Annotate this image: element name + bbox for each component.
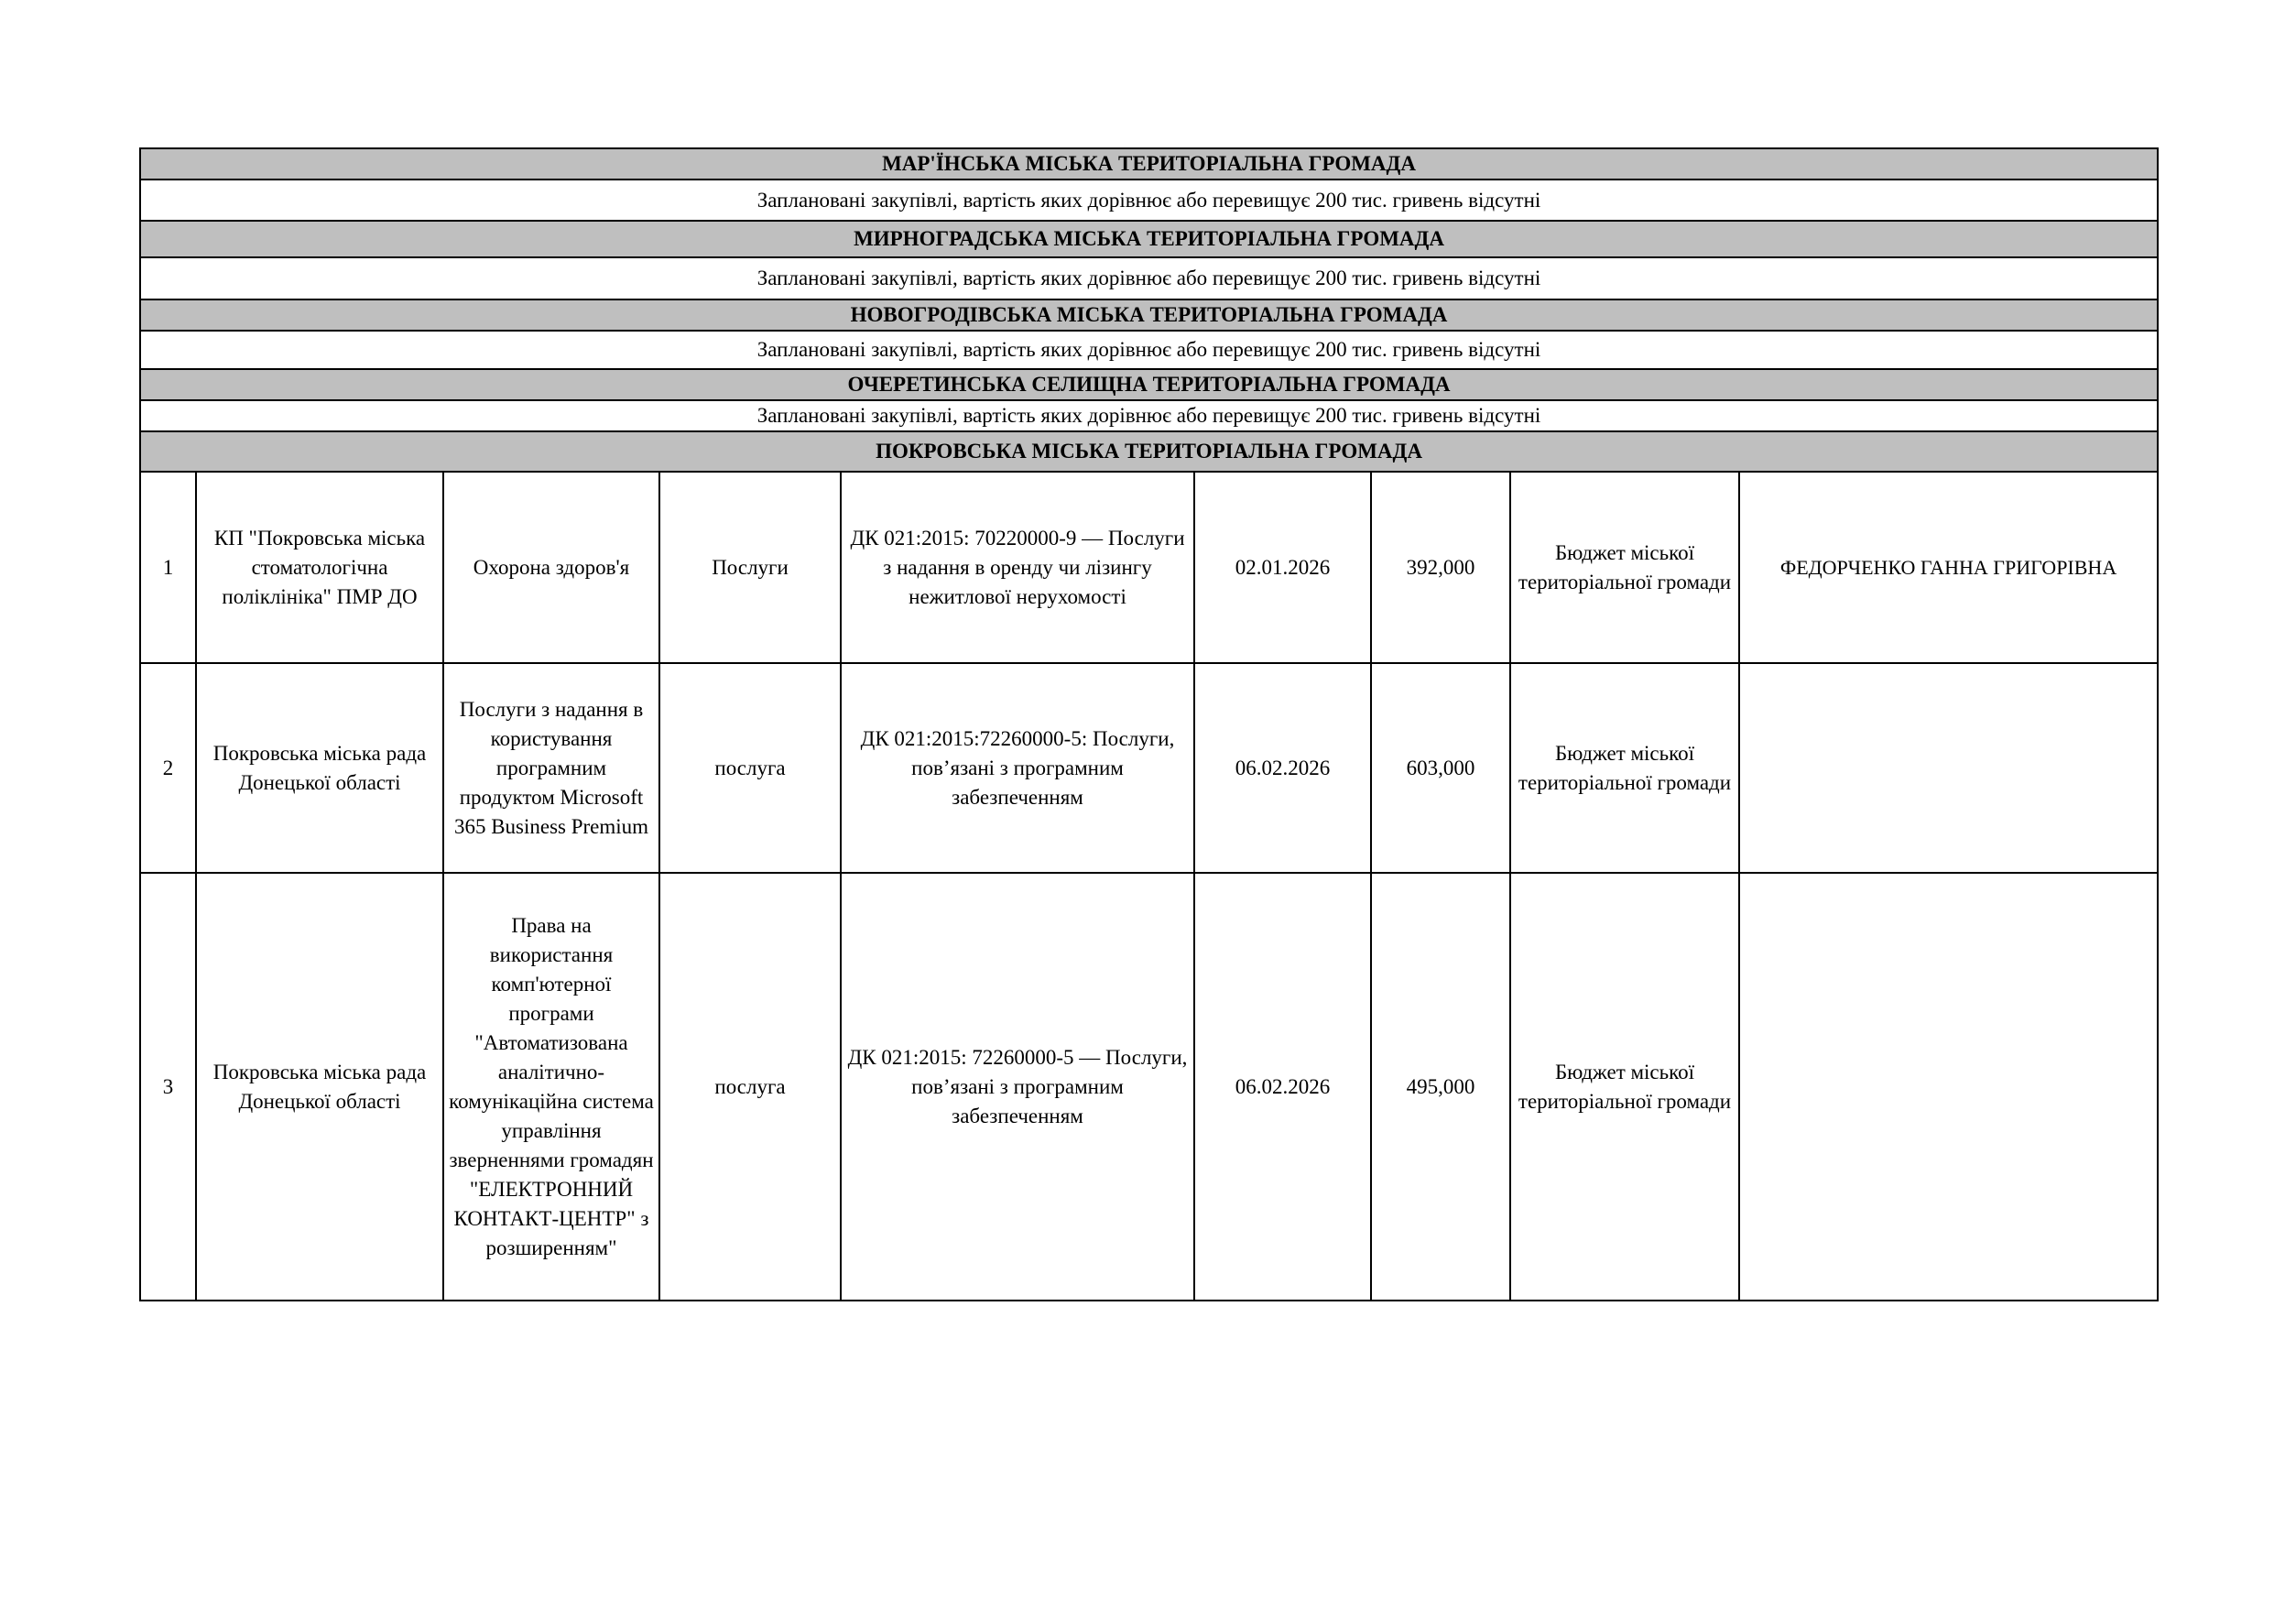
customer-name: Покровська міська рада Донецької області xyxy=(196,873,443,1301)
planned-date: 06.02.2026 xyxy=(1194,873,1371,1301)
funding-source: Бюджет міської територіальної громади xyxy=(1510,472,1739,663)
section-title: ОЧЕРЕТИНСЬКА СЕЛИЩНА ТЕРИТОРІАЛЬНА ГРОМАДА xyxy=(140,369,2158,400)
funding-source: Бюджет міської територіальної громади xyxy=(1510,663,1739,873)
expected-amount: 495,000 xyxy=(1371,873,1510,1301)
section-header-row xyxy=(140,369,2158,400)
procurement-type: Послуги xyxy=(659,472,841,663)
cpv-code: ДК 021:2015: 70220000-9 — Послуги з надання в оренду чи лізингу нежитлової нерухомості xyxy=(841,472,1194,663)
table-row xyxy=(140,472,2158,663)
customer-name: КП "Покровська міська стоматологічна поліклініка" ПМР ДО xyxy=(196,472,443,663)
section-note-row xyxy=(140,257,2158,299)
section-note: Заплановані закупівлі, вартість яких дорівнює або перевищує 200 тис. гривень відсутні xyxy=(140,400,2158,431)
section-note-row xyxy=(140,400,2158,431)
procurement-type: послуга xyxy=(659,873,841,1301)
funding-source: Бюджет міської територіальної громади xyxy=(1510,873,1739,1301)
section-title: МАР'ЇНСЬКА МІСЬКА ТЕРИТОРІАЛЬНА ГРОМАДА xyxy=(140,148,2158,180)
expected-amount: 392,000 xyxy=(1371,472,1510,663)
procurement-type: послуга xyxy=(659,663,841,873)
section-note: Заплановані закупівлі, вартість яких дорівнює або перевищує 200 тис. гривень відсутні xyxy=(140,331,2158,369)
table-row xyxy=(140,663,2158,873)
planned-date: 06.02.2026 xyxy=(1194,663,1371,873)
procurement-subject: Права на використання комп'ютерної програми "Автоматизована аналітично-комунікаційна система управління зверненнями громадян "ЕЛЕКТРОННИЙ КОНТАКТ-ЦЕНТР" з розширенням" xyxy=(443,873,659,1301)
section-header-row xyxy=(140,431,2158,472)
section-note: Заплановані закупівлі, вартість яких дорівнює або перевищує 200 тис. гривень відсутні xyxy=(140,180,2158,221)
section-title: МИРНОГРАДСЬКА МІСЬКА ТЕРИТОРІАЛЬНА ГРОМАДА xyxy=(140,221,2158,257)
section-note: Заплановані закупівлі, вартість яких дорівнює або перевищує 200 тис. гривень відсутні xyxy=(140,257,2158,299)
cpv-code: ДК 021:2015:72260000-5: Послуги, пов’язані з програмним забезпеченням xyxy=(841,663,1194,873)
procurement-table xyxy=(139,147,2159,1301)
section-header-row xyxy=(140,221,2158,257)
responsible-person: ФЕДОРЧЕНКО ГАННА ГРИГОРІВНА xyxy=(1739,472,2158,663)
table-row xyxy=(140,873,2158,1301)
procurement-subject: Послуги з надання в користування програмним продуктом Microsoft 365 Business Premium xyxy=(443,663,659,873)
row-number: 2 xyxy=(140,663,196,873)
row-number: 3 xyxy=(140,873,196,1301)
section-note-row xyxy=(140,331,2158,369)
responsible-person xyxy=(1739,663,2158,873)
procurement-subject: Охорона здоров'я xyxy=(443,472,659,663)
row-number: 1 xyxy=(140,472,196,663)
section-title: ПОКРОВСЬКА МІСЬКА ТЕРИТОРІАЛЬНА ГРОМАДА xyxy=(140,431,2158,472)
customer-name: Покровська міська рада Донецької області xyxy=(196,663,443,873)
section-header-row xyxy=(140,148,2158,180)
planned-date: 02.01.2026 xyxy=(1194,472,1371,663)
expected-amount: 603,000 xyxy=(1371,663,1510,873)
section-header-row xyxy=(140,299,2158,331)
responsible-person xyxy=(1739,873,2158,1301)
section-note-row xyxy=(140,180,2158,221)
section-title: НОВОГРОДІВСЬКА МІСЬКА ТЕРИТОРІАЛЬНА ГРОМАДА xyxy=(140,299,2158,331)
cpv-code: ДК 021:2015: 72260000-5 — Послуги, пов’язані з програмним забезпеченням xyxy=(841,873,1194,1301)
